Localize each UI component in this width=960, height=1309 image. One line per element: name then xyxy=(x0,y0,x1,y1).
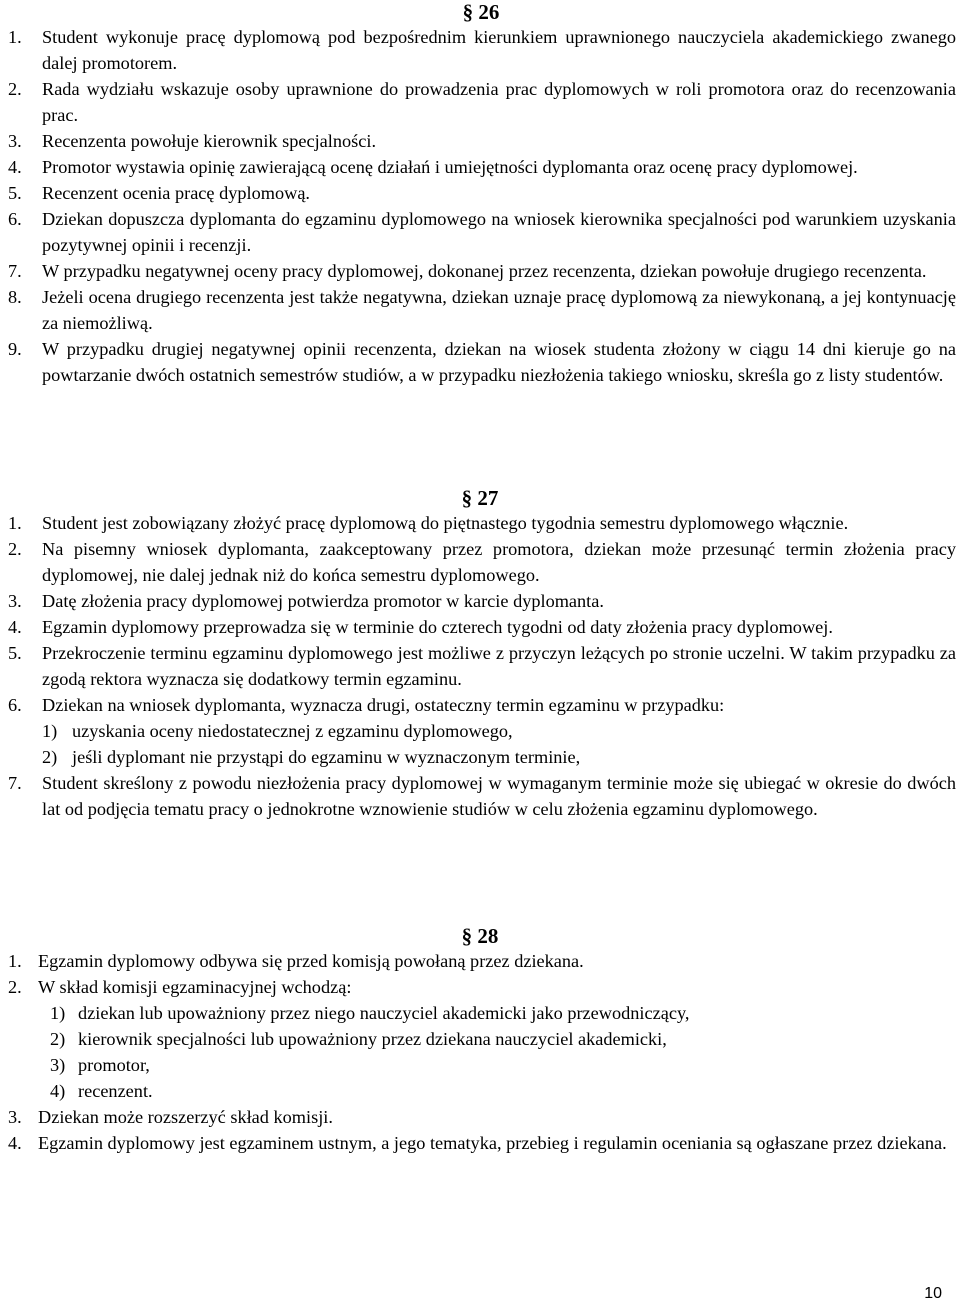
list-item xyxy=(8,974,956,1104)
sub-list-item xyxy=(42,744,956,770)
item-text: W przypadku negatywnej oceny pracy dyplomowej, dokonanej przez recenzenta, dziekan powołuje drugiego recenzenta. xyxy=(42,261,927,281)
list-item xyxy=(8,588,956,614)
list-item xyxy=(8,510,956,536)
item-number: 3. xyxy=(8,591,22,611)
sub-item-text: promotor, xyxy=(78,1055,150,1075)
item-text: Egzamin dyplomowy przeprowadza się w terminie do czterech tygodni od daty złożenia pracy dyplomowej. xyxy=(42,617,833,637)
section-heading: § 26 xyxy=(462,0,500,24)
sub-list-item xyxy=(38,1000,956,1026)
item-text: Promotor wystawia opinię zawierającą ocenę działań i umiejętności dyplomanta oraz ocenę pracy dyplomowej. xyxy=(42,157,858,177)
item-number: 1. xyxy=(8,27,22,47)
list-item xyxy=(8,1104,956,1130)
item-number: 7. xyxy=(8,261,22,281)
sub-item-number: 1) xyxy=(50,1003,66,1023)
sub-item-text: dziekan lub upoważniony przez niego nauczyciel akademicki jako przewodniczący, xyxy=(78,1003,690,1023)
item-number: 2. xyxy=(8,539,22,559)
item-text: Student jest zobowiązany złożyć pracę dyplomową do piętnastego tygodnia semestru dyplomowego włącznie. xyxy=(42,513,849,533)
item-text: Przekroczenie terminu egzaminu dyplomowego jest możliwe z przyczyn leżących po stronie uczelni. W takim przypadku za zgodą rektora wyznacza się dodatkowy termin egzaminu. xyxy=(42,643,956,689)
item-number: 5. xyxy=(8,643,22,663)
sub-item-text: jeśli dyplomant nie przystąpi do egzaminu w wyznaczonym terminie, xyxy=(72,747,581,767)
item-text: Recenzent ocenia pracę dyplomową. xyxy=(42,183,310,203)
section-26 xyxy=(0,0,960,388)
sub-item-number: 3) xyxy=(50,1055,66,1075)
item-text: W skład komisji egzaminacyjnej wchodzą: xyxy=(38,977,352,997)
sub-list-item xyxy=(38,1052,956,1078)
item-text: W przypadku drugiej negatywnej opinii recenzenta, dziekan na wiosek studenta złożony w ciągu 14 dni kieruje go na powtarzanie dwóch ostatnich semestrów studiów, a w przypadku niezłożenia takiego wniosku, skreśla go z listy studentów. xyxy=(42,339,956,385)
sub-list xyxy=(38,1000,956,1104)
sub-item-text: recenzent. xyxy=(78,1081,153,1101)
item-text: Egzamin dyplomowy odbywa się przed komisją powołaną przez dziekana. xyxy=(38,951,584,971)
list-item xyxy=(8,206,956,258)
item-text: Rada wydziału wskazuje osoby uprawnione do prowadzenia prac dyplomowych w roli promotora oraz do recenzowania prac. xyxy=(42,79,956,125)
sub-item-text: uzyskania oceny niedostatecznej z egzaminu dyplomowego, xyxy=(72,721,513,741)
list-item xyxy=(8,284,956,336)
list-item xyxy=(8,614,956,640)
item-text: Na pisemny wniosek dyplomanta, zaakceptowany przez promotora, dziekan może przesunąć termin złożenia pracy dyplomowej, nie dalej jednak niż do końca semestru dyplomowego. xyxy=(42,539,956,585)
item-number: 4. xyxy=(8,1133,22,1153)
sub-item-number: 4) xyxy=(50,1081,66,1101)
item-text: Jeżeli ocena drugiego recenzenta jest także negatywna, dziekan uznaje pracę dyplomową za niewykonaną, a jej kontynuację za niemożliwą. xyxy=(42,287,956,333)
list-item xyxy=(8,24,956,76)
item-text: Egzamin dyplomowy jest egzaminem ustnym, a jego tematyka, przebieg i regulamin oceniania są ogłaszane przez dziekana. xyxy=(38,1133,947,1153)
sub-item-number: 1) xyxy=(42,721,58,741)
section-27 xyxy=(0,486,960,822)
list-item xyxy=(8,154,956,180)
item-number: 7. xyxy=(8,773,22,793)
item-text: Dziekan na wniosek dyplomanta, wyznacza drugi, ostateczny termin egzaminu w przypadku: xyxy=(42,695,725,715)
item-number: 1. xyxy=(8,951,22,971)
list-item xyxy=(8,258,956,284)
sub-item-number: 2) xyxy=(42,747,58,767)
item-text: Student skreślony z powodu niezłożenia pracy dyplomowej w wymaganym terminie może się ubiegać w okresie do dwóch lat od podjęcia tematu pracy o jednokrotne wznowienie studiów w celu złożenia egzaminu dyplomowego. xyxy=(42,773,956,819)
item-number: 5. xyxy=(8,183,22,203)
sub-item-text: kierownik specjalności lub upoważniony przez dziekana nauczyciel akademicki, xyxy=(78,1029,667,1049)
item-number: 4. xyxy=(8,157,22,177)
sub-list-item xyxy=(42,718,956,744)
section-heading: § 27 xyxy=(461,486,499,510)
item-text: Dziekan dopuszcza dyplomanta do egzaminu dyplomowego na wniosek kierownika specjalności pod warunkiem uzyskania pozytywnej opinii i recenzji. xyxy=(42,209,956,255)
paragraph-list xyxy=(8,948,956,1156)
paragraph-list xyxy=(8,24,956,388)
section-heading: § 28 xyxy=(461,924,499,948)
item-number: 1. xyxy=(8,513,22,533)
item-text: Datę złożenia pracy dyplomowej potwierdza promotor w karcie dyplomanta. xyxy=(42,591,604,611)
list-item xyxy=(8,770,956,822)
list-item xyxy=(8,128,956,154)
item-number: 6. xyxy=(8,209,22,229)
sub-list-item xyxy=(38,1026,956,1052)
sub-list-item xyxy=(38,1078,956,1104)
list-item xyxy=(8,692,956,770)
item-number: 6. xyxy=(8,695,22,715)
page-number: 10 xyxy=(924,1285,942,1302)
list-item xyxy=(8,948,956,974)
item-number: 3. xyxy=(8,131,22,151)
item-text: Dziekan może rozszerzyć skład komisji. xyxy=(38,1107,333,1127)
list-item xyxy=(8,336,956,388)
sub-list xyxy=(42,718,956,770)
sub-item-number: 2) xyxy=(50,1029,66,1049)
list-item xyxy=(8,76,956,128)
item-number: 8. xyxy=(8,287,22,307)
list-item xyxy=(8,1130,956,1156)
list-item xyxy=(8,180,956,206)
item-number: 2. xyxy=(8,79,22,99)
section-28 xyxy=(0,924,960,1156)
list-item xyxy=(8,640,956,692)
item-text: Student wykonuje pracę dyplomową pod bezpośrednim kierunkiem uprawnionego nauczyciela akademickiego zwanego dalej promotorem. xyxy=(42,27,956,73)
item-number: 4. xyxy=(8,617,22,637)
paragraph-list xyxy=(8,510,956,822)
item-number: 9. xyxy=(8,339,22,359)
item-text: Recenzenta powołuje kierownik specjalności. xyxy=(42,131,377,151)
list-item xyxy=(8,536,956,588)
item-number: 3. xyxy=(8,1107,22,1127)
item-number: 2. xyxy=(8,977,22,997)
